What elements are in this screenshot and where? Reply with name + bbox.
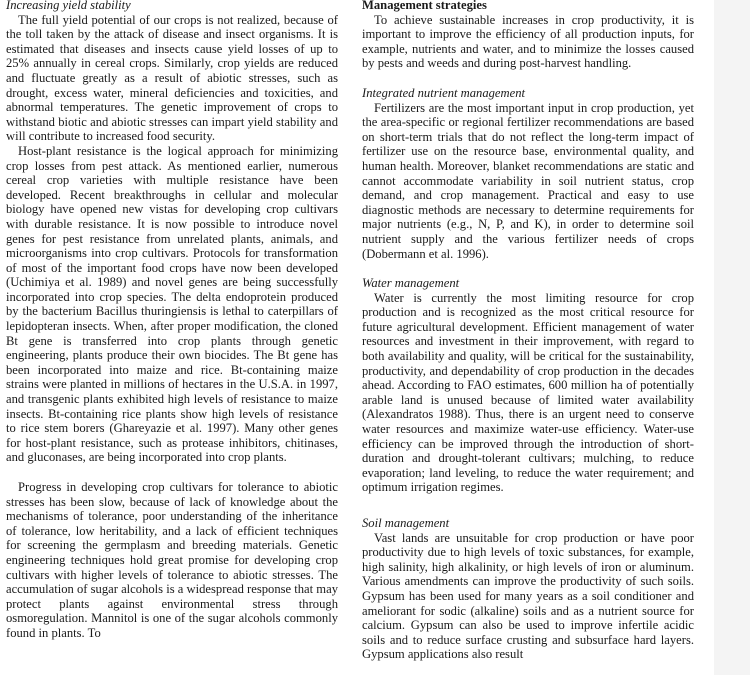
paragraph-management-intro: To achieve sustainable increases in crop productivity, it is important to improve the efficiency of all production inputs, for example, nutrients and water, and to minimize the losses caused by pests and weeds and during post-harvest handling. [362,12,694,71]
paragraph-host-plant-resistance: Host-plant resistance is the logical approach for minimizing crop losses from pest attack. As mentioned earlier, numerous cereal crop varieties with multiple resistance have been developed. Recent breakthroughs in cellular and molecular biology have opened new vistas for developing crop cultivars with durable resistance. It is now possible to introduce novel genes for pest resistance from unrelated plants, animals, and microorganisms into crop cultivars. Protocols for transformation of most of the important food crops have now been developed (Uchimiya et al. 1989) and novel genes are being successfully incorporated into crop species. The delta endoprotein produced by the bacterium Bacillus thuringiensis is lethal to caterpillars of lepidopteran insects. When, after proper modification, the cloned Bt gene is transferred into crop plants through genetic engineering, plants produce their own biocides. The Bt gene has been incorporated into maize and rice. Bt-containing maize strains were planted in millions of hectares in the U.S.A. in 1997, and transgenic plants exhibited high levels of resistance to maize insects. Bt-containing rice plants show high levels of resistance to rice stem borers (Ghareyazie et al. 1997). Many other genes for host-plant resistance, such as protease inhibitors, chitinases, and gluconases, are being incorporated into crop plants. [6,143,338,465]
subheading-nutrient-management: Integrated nutrient management [362,85,525,100]
right-column [362,0,694,662]
section-gap [362,71,694,86]
section-heading-management-strategies: Management strategies [362,0,487,12]
section-gap [362,261,694,276]
page-edge-margin [714,0,750,675]
left-column [6,0,338,641]
subheading-soil-management: Soil management [362,516,450,530]
paragraph-abiotic-stress: Progress in developing crop cultivars for tolerance to abiotic stresses has been slow, because of lack of knowledge about the mechanisms of tolerance, poor understanding of the inheritance of tolerance, low heritability, and a lack of efficient techniques for screening the germplasm and breeding materials. Genetic engineering techniques hold great promise for developing crop cultivars with higher levels of tolerance to abiotic stresses. The accumulation of sugar alcohols is a widespread response that may protect plants against environmental stress through osmoregulation. Mannitol is one of the sugar alcohols commonly found in plants. To [6,480,338,640]
paragraph-water-management: Water is currently the most limiting resource for crop production and is recognized as the most critical resource for future agricultural development. Efficient management of water resources and investment in their improvement, with regard to both availability and quality, will be critical for the sustainability, productivity, and dependability of crop production in the decades ahead. According to FAO estimates, 600 million ha of potentially arable land is unused because of limited water availability (Alexandratos 1988). Thus, there is an urgent need to conserve water resources and maximize water-use efficiency. Water-use efficiency can be improved through the introduction of short-duration and drought-tolerant cultivars; mulching, to reduce evaporation; land leveling, to reduce the water requirement; and optimum irrigation regimes. [362,290,694,495]
subheading-water-management: Water management [362,276,460,291]
paragraph-nutrient-management: Fertilizers are the most important input in crop production, yet the area-specific or regional fertilizer recommendations are based on short-term trials that do not reflect the long-term impact of fertilizer use on the resource base, environmental quality, and human health. Moreover, blanket recommendations are static and cannot accommodate variability in soil nutrient status, crop demand, and crop management. Practical and easy to use diagnostic methods are necessary to determine requirements for major nutrients (e.g., N, P, and K), in order to determine soil nutrient supply and the various fertilizer needs of crops (Dobermann et al. 1996). [362,100,694,261]
section-gap [362,495,694,516]
paragraph-soil-management: Vast lands are unsuitable for crop production or have poor productivity due to high levels of toxic substances, for example, high salinity, high alkalinity, or high levels of iron or aluminum. Various amendments can improve the productivity of such soils. Gypsum has been used for many years as a soil conditioner and ameliorant for sodic (alkaline) soils and as a nutrient source for calcium. Gypsum can also be used to improve infertile acidic soils and to reduce surface crusting and subsurface hard layers. Gypsum applications also result [362,530,694,662]
paragraph-yield-potential: The full yield potential of our crops is not realized, because of the toll taken by the attack of disease and insect organisms. It is estimated that diseases and insects cause yield losses of up to 25% annually in cereal crops. Similarly, crop yields are reduced and fluctuate greatly as a result of abiotic stresses, such as drought, excess water, mineral deficiencies and toxicities, and abnormal temperatures. The genetic improvement of crops to withstand biotic and abiotic stresses can impart yield stability and will contribute to increased food security. [6,12,338,144]
section-heading-yield-stability: Increasing yield stability [6,0,131,12]
paragraph-gap [6,465,338,480]
